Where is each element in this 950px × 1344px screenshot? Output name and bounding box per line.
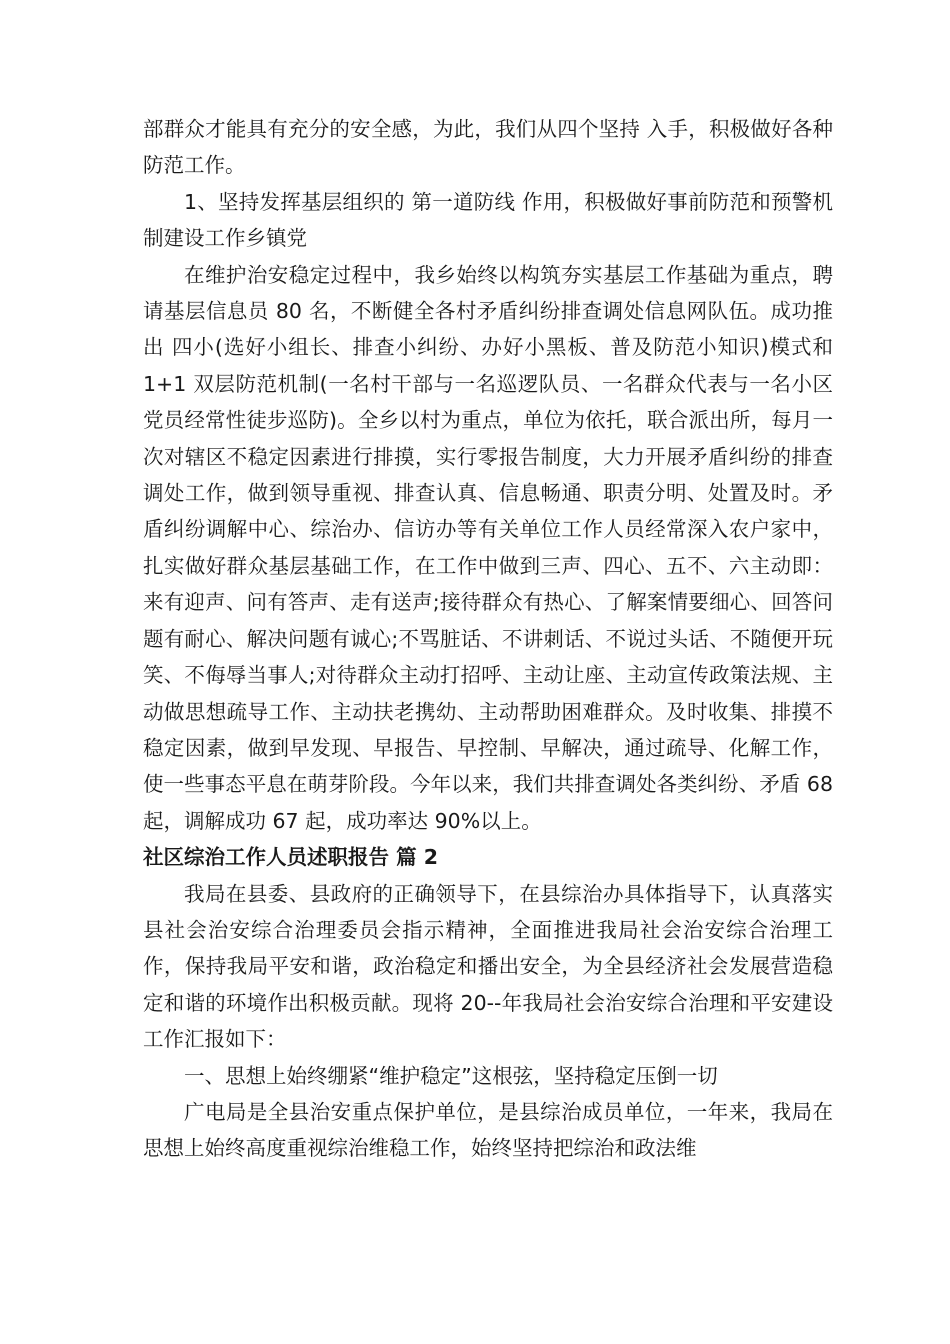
paragraph-section-one-title: 一、思想上始终绷紧“维护稳定”这根弦，坚持稳定压倒一切 — [184, 1063, 718, 1088]
section-heading: 社区综治工作人员述职报告 篇 2 — [143, 845, 439, 870]
paragraph-section-one-body: 广电局是全县治安重点保护单位，是县综治成员单位，一年来，我局在思想上始终高度重视综治维稳工作，始终坚持把综治和政法维 — [143, 1099, 833, 1161]
paragraph-intro: 部群众才能具有充分的安全感，为此，我们从四个坚持 入手，积极做好各种防范工作。 — [143, 117, 833, 178]
document-page — [143, 111, 833, 1167]
paragraph-report-intro: 我局在县委、县政府的正确领导下，在县综治办具体指导下，认真落实县社会治安综合治理委员会指示精神，全面推进我局社会治安综合治理工作，保持我局平安和谐，政治稳定和播出安全，为全县经济社会发展营造稳定和谐的环境作出积极贡献。现将 20--年我局社会治安综合治理和平安建设工作汇报如下： — [143, 881, 833, 1052]
paragraph-maintenance-body: 在维护治安稳定过程中，我乡始终以构筑夯实基层工作基础为重点，聘请基层信息员 80 名，不断健全各村矛盾纠纷排查调处信息网队伍。成功推出 四小(选好小组长、排查小纠纷、办好小黑板、普及防范小知识)模式和 1+1 双层防范机制(一名村干部与一名巡逻队员、一名群众代表与一名小区党员经常性徒步巡防)。全乡以村为重点，单位为依托，联合派出所，每月一次对辖区不稳定因素进行排摸，实行零报告制度，大力开展矛盾纠纷的排查调处工作，做到领导重视、排查认真、信息畅通、职责分明、处置及时。矛盾纠纷调解中心、综治办、信访办等有关单位工作人员经常深入农户家中，扎实做好群众基层基础工作，在工作中做到三声、四心、五不、六主动即：来有迎声、问有答声、走有送声;接待群众有热心、了解案情要细心、回答问题有耐心、解决问题有诚心;不骂脏话、不讲刺话、不说过头话、不随便开玩笑、不侮辱当事人;对待群众主动打招呼、主动让座、主动宣传政策法规、主动做思想疏导工作、主动扶老携幼、主动帮助困难群众。及时收集、排摸不稳定因素，做到早发现、早报告、早控制、早解决，通过疏导、化解工作，使一些事态平息在萌芽阶段。今年以来，我们共排查调处各类纠纷、矛盾 68 起，调解成功 67 起，成功率达 90%以上。 — [143, 262, 833, 833]
paragraph-item-1-title: 1、坚持发挥基层组织的 第一道防线 作用，积极做好事前防范和预警机制建设工作乡镇党 — [143, 189, 833, 251]
